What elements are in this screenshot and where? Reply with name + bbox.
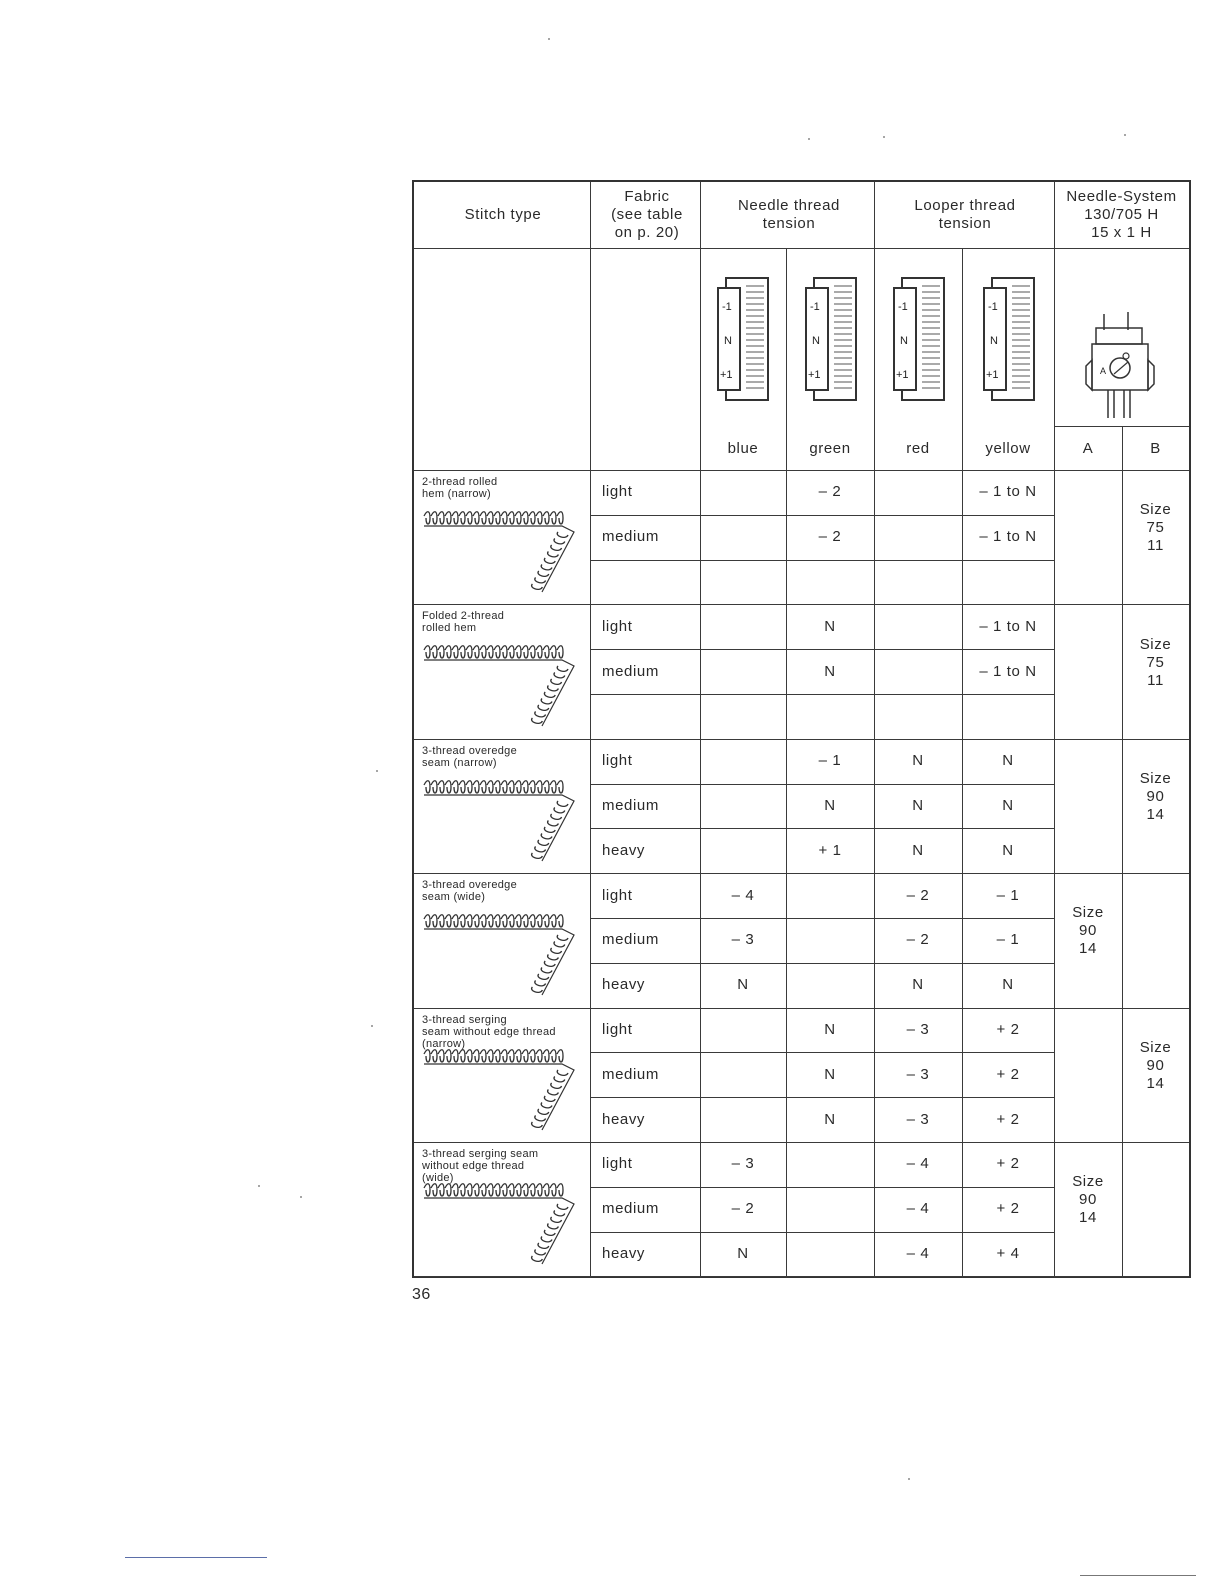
dial-label-minus: -1: [810, 301, 820, 313]
cell-blue: N: [737, 976, 749, 994]
color-label-green: green: [809, 440, 851, 457]
stitch-type-title: 3-thread serging seam without edge thread (wide): [422, 1148, 539, 1184]
cell-fabric: medium: [602, 1065, 659, 1083]
cell-green: [786, 1187, 874, 1232]
cell-red: – 3: [906, 1020, 930, 1038]
grid-line: [874, 182, 875, 1278]
grid-line: [590, 1097, 1054, 1098]
cell-blue: [700, 560, 786, 605]
grid-line: [590, 1052, 1054, 1053]
cell-yellow: N: [1002, 752, 1014, 770]
scan-speck: [371, 1025, 373, 1027]
cell-green: N: [824, 1020, 836, 1038]
grid-line: [414, 739, 1189, 740]
header-needle-system: Needle-System 130/705 H 15 x 1 H: [1066, 188, 1177, 241]
cell-red: N: [912, 976, 924, 994]
cell-fabric: heavy: [602, 1244, 646, 1262]
dial-label-minus: -1: [722, 301, 732, 313]
grid-line: [590, 182, 591, 1278]
grid-line: [1054, 182, 1055, 1278]
dial-label-plus: +1: [720, 369, 733, 381]
stitch-illustration-icon: [422, 510, 582, 594]
grid-line: [1122, 426, 1123, 1278]
cell-blue: [700, 1052, 786, 1097]
cell-blue: [700, 604, 786, 649]
dial-label-n: N: [812, 335, 820, 347]
cell-green: N: [824, 662, 836, 680]
cell-yellow: N: [1002, 976, 1014, 994]
scan-speck: [376, 770, 378, 772]
needle-size-cell: Size 90 14: [1139, 769, 1172, 823]
grid-line: [414, 470, 1189, 471]
cell-green: [786, 918, 874, 963]
cell-red: – 3: [906, 1065, 930, 1083]
cell-yellow: [962, 560, 1054, 605]
column-label-b: B: [1150, 440, 1161, 457]
cell-red: – 3: [906, 1110, 930, 1128]
tension-dial-yellow: [982, 276, 1038, 407]
tension-dial-icon: [804, 276, 860, 402]
footer-rule: [1080, 1575, 1196, 1576]
stitch-illustration-icon: [422, 1182, 582, 1266]
cell-red: N: [912, 796, 924, 814]
cell-fabric: light: [602, 886, 633, 904]
stitch-illustration-icon: [422, 913, 582, 997]
cell-fabric: light: [602, 1020, 633, 1038]
cell-fabric: heavy: [602, 1110, 646, 1128]
cell-red: N: [912, 752, 924, 770]
dial-label-minus: -1: [988, 301, 998, 313]
cell-green: + 1: [818, 841, 842, 859]
needle-size-cell: Size 90 14: [1139, 1038, 1172, 1092]
cell-green: [786, 873, 874, 918]
grid-line: [700, 182, 701, 1278]
cell-yellow: + 2: [996, 1200, 1020, 1218]
cell-blue: [700, 739, 786, 784]
grid-line: [590, 784, 1054, 785]
cell-yellow: + 4: [996, 1244, 1020, 1262]
page-number: 36: [412, 1286, 431, 1303]
cell-yellow: + 2: [996, 1155, 1020, 1173]
dial-label-n: N: [900, 335, 908, 347]
grid-line: [590, 828, 1054, 829]
cell-blue: [700, 470, 786, 515]
cell-green: N: [824, 1110, 836, 1128]
cell-fabric: [592, 694, 700, 739]
cell-green: [786, 963, 874, 1008]
cell-yellow: – 1: [996, 931, 1020, 949]
stitch-type-title: 3-thread overedge seam (narrow): [422, 744, 517, 769]
header-needle-thread-tension: Needle thread tension: [737, 197, 841, 232]
stitch-type-title: Folded 2-thread rolled hem: [422, 610, 505, 635]
cell-red: – 2: [906, 931, 930, 949]
grid-line: [590, 1187, 1054, 1188]
grid-line: [590, 560, 1054, 561]
header-stitch-type: Stitch type: [464, 206, 542, 223]
cell-blue: N: [737, 1244, 749, 1262]
cell-green: – 1: [818, 752, 842, 770]
cell-blue: – 3: [731, 931, 755, 949]
scan-speck: [300, 1196, 302, 1198]
cell-green: N: [824, 617, 836, 635]
grid-line: [414, 604, 1189, 605]
cell-green: [786, 1142, 874, 1187]
cell-green: [786, 694, 874, 739]
cell-green: [786, 1232, 874, 1277]
stitch-type-title: 3-thread overedge seam (wide): [422, 879, 517, 904]
stitch-type-title: 2-thread rolled hem (narrow): [422, 476, 498, 500]
cell-green: N: [824, 796, 836, 814]
needle-size-cell: Size 90 14: [1072, 1173, 1104, 1227]
needle-size-cell: Size 75 11: [1139, 501, 1172, 555]
header-looper-thread-tension: Looper thread tension: [914, 197, 1016, 232]
scan-speck: [1124, 134, 1126, 136]
needle-size-cell: Size 90 14: [1072, 904, 1104, 958]
dial-label-plus: +1: [986, 369, 999, 381]
cell-red: [874, 604, 962, 649]
grid-line: [962, 248, 963, 1278]
cell-blue: [700, 649, 786, 694]
cell-green: – 2: [818, 483, 842, 501]
dial-label-minus: -1: [898, 301, 908, 313]
column-label-a: A: [1082, 440, 1094, 457]
scan-speck: [808, 138, 810, 140]
scan-speck: [883, 136, 885, 138]
cell-red: [874, 649, 962, 694]
stitch-illustration-icon: [422, 779, 582, 863]
needle-holder-illustration: [1078, 308, 1168, 429]
cell-yellow: N: [1002, 841, 1014, 859]
cell-yellow: – 1 to N: [979, 617, 1037, 635]
cell-blue: [700, 1008, 786, 1053]
grid-line: [414, 1008, 1189, 1009]
header-fabric: Fabric (see table on p. 20): [611, 188, 683, 241]
cell-blue: [700, 515, 786, 560]
tension-dial-icon: [716, 276, 772, 402]
cell-yellow: – 1 to N: [979, 662, 1037, 680]
needle-icon-label: A: [1100, 366, 1107, 376]
grid-line: [590, 1232, 1054, 1233]
cell-yellow: – 1 to N: [979, 483, 1037, 501]
cell-blue: – 3: [731, 1155, 755, 1173]
cell-fabric: light: [602, 617, 633, 635]
cell-red: – 4: [906, 1244, 930, 1262]
cell-fabric: heavy: [602, 841, 646, 859]
footer-rule: [125, 1557, 267, 1558]
grid-line: [414, 1276, 1189, 1277]
tension-dial-icon: [892, 276, 948, 402]
cell-yellow: – 1: [996, 886, 1020, 904]
cell-blue: [700, 694, 786, 739]
cell-green: [786, 560, 874, 605]
tension-dial-green: [804, 276, 860, 407]
cell-fabric: light: [602, 752, 633, 770]
cell-red: [874, 515, 962, 560]
cell-fabric: heavy: [602, 976, 646, 994]
cell-red: – 2: [906, 886, 930, 904]
cell-fabric: medium: [602, 662, 659, 680]
grid-line: [590, 963, 1054, 964]
cell-fabric: medium: [602, 796, 659, 814]
cell-blue: [700, 1097, 786, 1142]
cell-yellow: N: [1002, 796, 1014, 814]
cell-red: [874, 694, 962, 739]
cell-yellow: [962, 694, 1054, 739]
cell-fabric: medium: [602, 931, 659, 949]
cell-fabric: medium: [602, 1200, 659, 1218]
cell-fabric: [592, 560, 700, 605]
cell-fabric: medium: [602, 528, 659, 546]
scan-speck: [908, 1478, 910, 1480]
tension-settings-table: [412, 180, 1191, 1278]
cell-yellow: – 1 to N: [979, 528, 1037, 546]
dial-label-n: N: [990, 335, 998, 347]
stitch-illustration-icon: [422, 644, 582, 728]
scan-speck: [548, 38, 550, 40]
cell-blue: [700, 828, 786, 873]
scan-speck: [258, 1185, 260, 1187]
cell-red: [874, 560, 962, 605]
cell-red: – 4: [906, 1200, 930, 1218]
color-label-red: red: [906, 440, 930, 457]
grid-line: [590, 649, 1054, 650]
grid-line: [414, 1142, 1189, 1143]
needle-icon: [1078, 308, 1168, 424]
cell-green: N: [824, 1065, 836, 1083]
grid-line: [590, 694, 1054, 695]
grid-line: [414, 248, 1189, 249]
tension-dial-red: [892, 276, 948, 407]
cell-yellow: + 2: [996, 1020, 1020, 1038]
cell-blue: – 2: [731, 1200, 755, 1218]
cell-green: – 2: [818, 528, 842, 546]
dial-label-plus: +1: [896, 369, 909, 381]
dial-label-plus: +1: [808, 369, 821, 381]
cell-blue: [700, 784, 786, 829]
color-label-blue: blue: [727, 440, 759, 457]
needle-size-cell: Size 75 11: [1139, 635, 1172, 689]
cell-yellow: + 2: [996, 1065, 1020, 1083]
tension-dial-blue: [716, 276, 772, 407]
dial-label-n: N: [724, 335, 732, 347]
tension-dial-icon: [982, 276, 1038, 402]
cell-red: N: [912, 841, 924, 859]
grid-line: [786, 248, 787, 1278]
grid-line: [590, 918, 1054, 919]
cell-yellow: + 2: [996, 1110, 1020, 1128]
cell-red: – 4: [906, 1155, 930, 1173]
grid-line: [590, 515, 1054, 516]
stitch-illustration-icon: [422, 1048, 582, 1132]
cell-fabric: light: [602, 483, 633, 501]
cell-fabric: light: [602, 1155, 633, 1173]
grid-line: [414, 873, 1189, 874]
color-label-yellow: yellow: [985, 440, 1031, 457]
stitch-type-title: 3-thread serging seam without edge thread (narrow): [422, 1013, 556, 1050]
cell-red: [874, 470, 962, 515]
cell-blue: – 4: [731, 886, 755, 904]
